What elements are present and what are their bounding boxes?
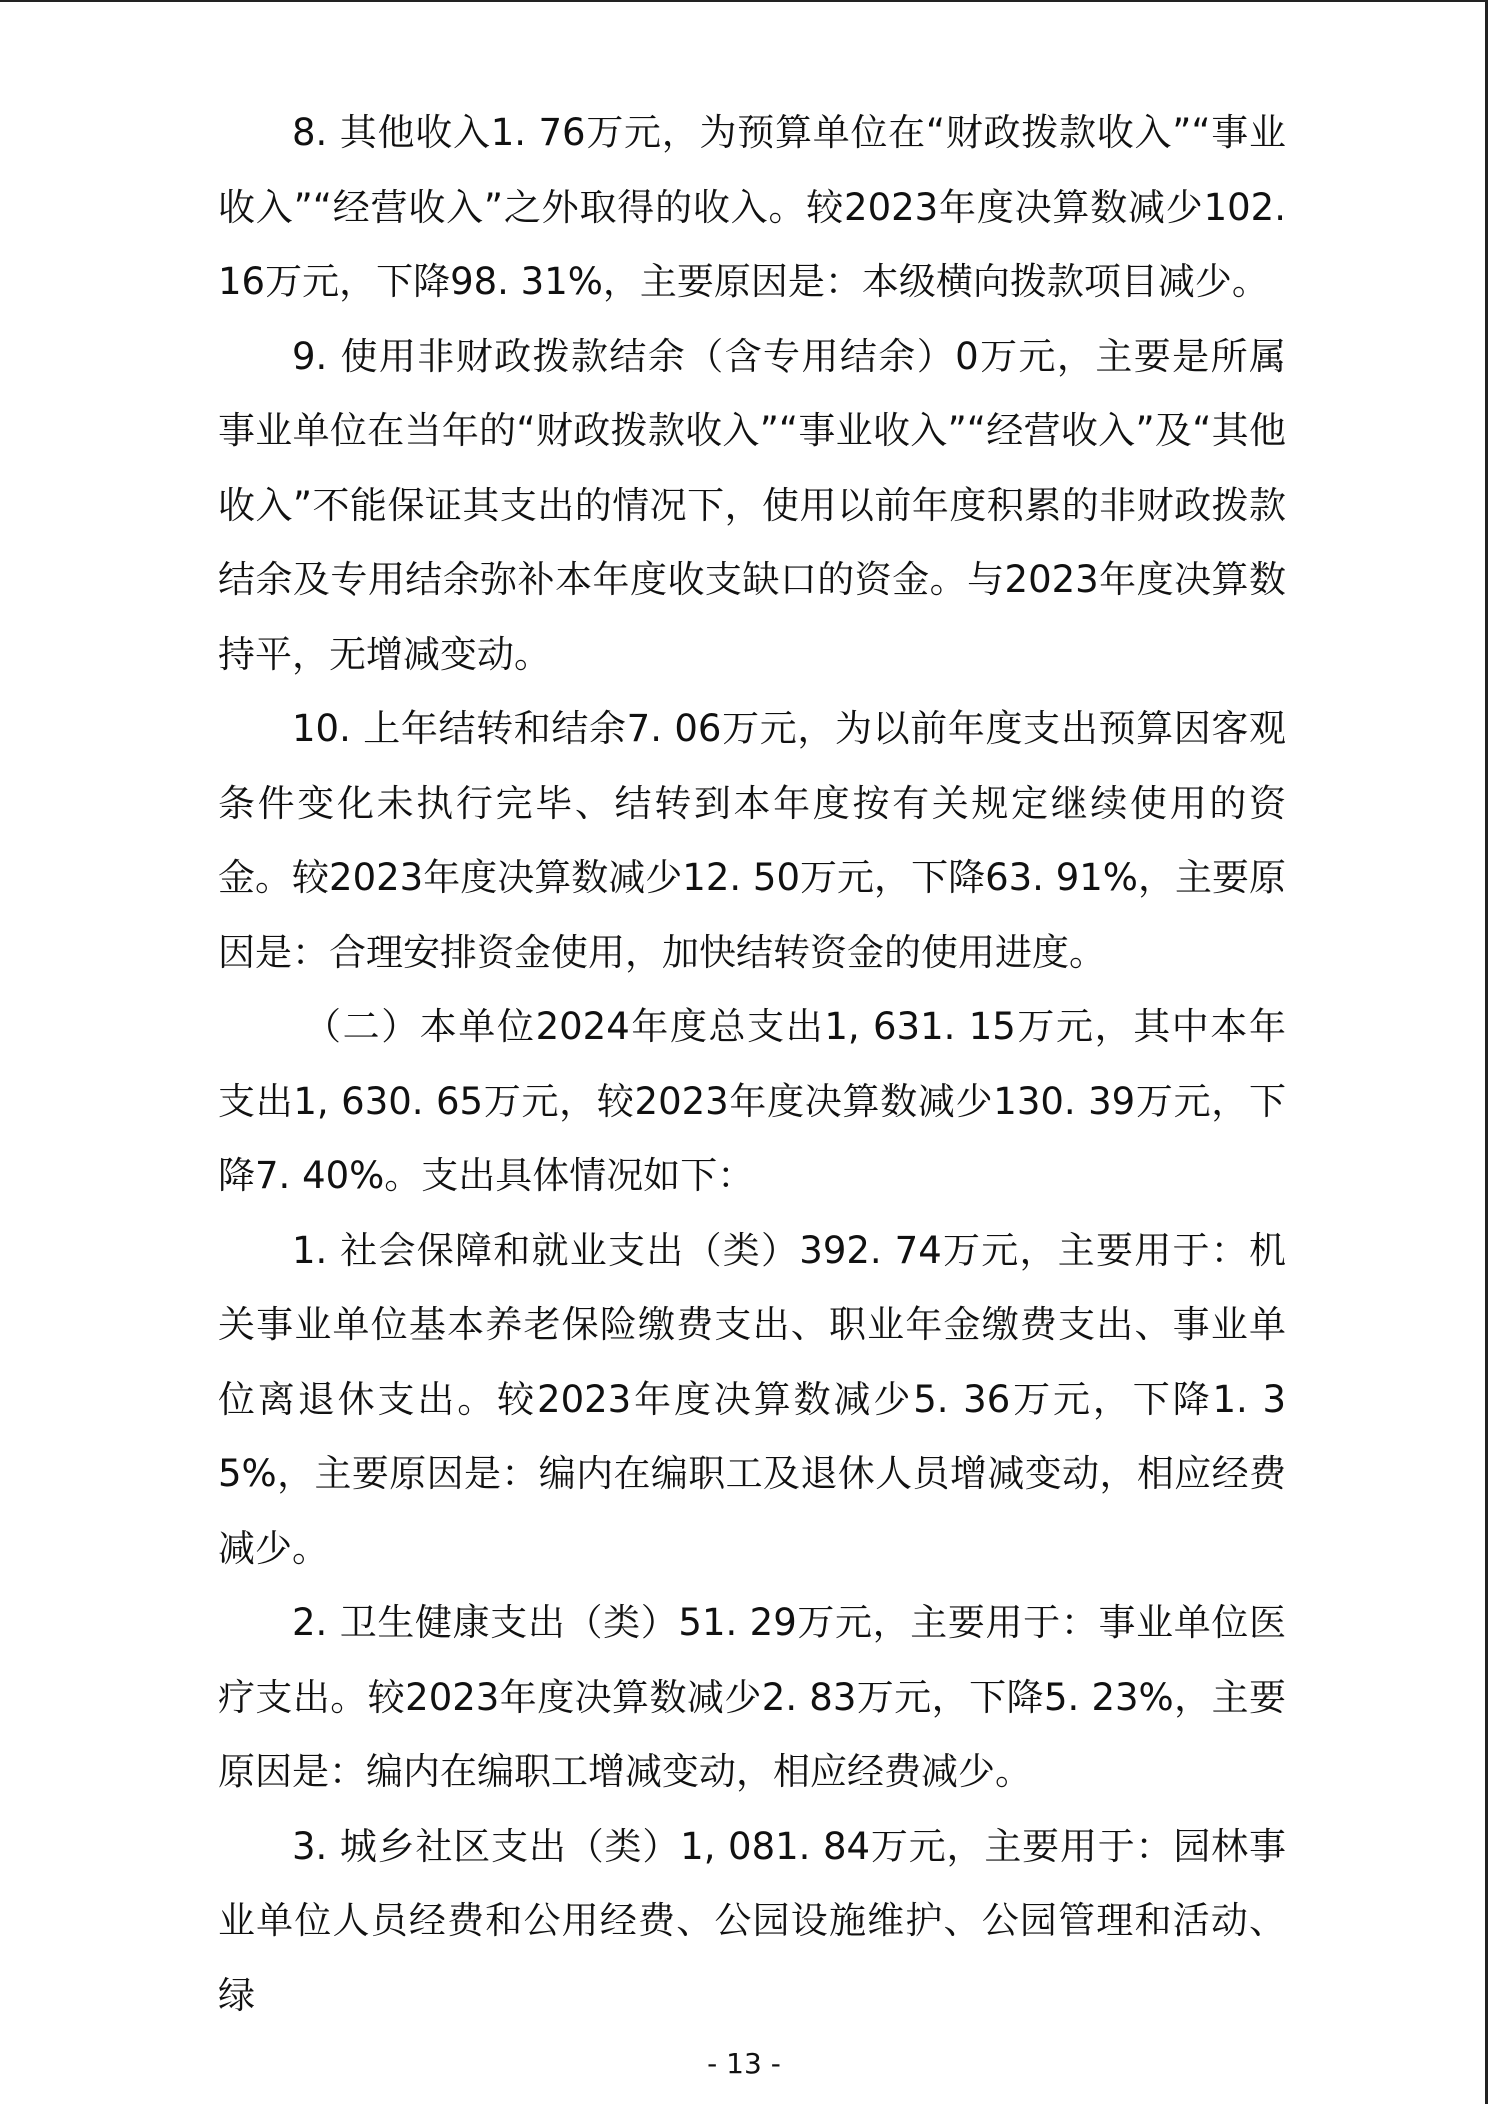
paragraph-urban-rural: 3. 城乡社区支出（类）1, 081. 84万元，主要用于：园林事业单位人员经费和公用经费、公园设施维护、公园管理和活动、绿 xyxy=(218,1824,1286,2017)
paragraph-health: 2. 卫生健康支出（类）51. 29万元，主要用于：事业单位医疗支出。较2023年度决算数减少2. 83万元，下降5. 23%，主要原因是：编内在编职工增减变动，相应经费减少。 xyxy=(218,1601,1286,1793)
paragraph-carryover-balance: 10. 上年结转和结余7. 06万元，为以前年度支出预算因客观条件变化未执行完毕、结转到本年度按有关规定继续使用的资金。较2023年度决算数减少12. 50万元，下降63. 91%，主要原因是：合理安排资金使用，加快结转资金的使用进度。 xyxy=(218,707,1286,974)
page-top-border xyxy=(0,0,1488,2)
paragraph-other-income: 8. 其他收入1. 76万元，为预算单位在“财政拨款收入”“事业收入”“经营收入”之外取得的收入。较2023年度决算数减少102. 16万元，下降98. 31%，主要原因是：本级横向拨款项目减少。 xyxy=(218,111,1286,303)
page-number: - 13 - xyxy=(707,2047,781,2080)
paragraph-total-expenditure: （二）本单位2024年度总支出1, 631. 15万元，其中本年支出1, 630. 65万元，较2023年度决算数减少130. 39万元，下降7. 40%。支出具体情况如下： xyxy=(218,1005,1286,1197)
document-body xyxy=(218,96,1286,2033)
paragraph-non-fiscal-balance: 9. 使用非财政拨款结余（含专用结余）0万元，主要是所属事业单位在当年的“财政拨款收入”“事业收入”“经营收入”及“其他收入”不能保证其支出的情况下，使用以前年度积累的非财政拨款结余及专用结余弥补本年度收支缺口的资金。与2023年度决算数持平，无增减变动。 xyxy=(218,334,1286,676)
paragraph-social-security: 1. 社会保障和就业支出（类）392. 74万元，主要用于：机关事业单位基本养老保险缴费支出、职业年金缴费支出、事业单位离退休支出。较2023年度决算数减少5. 36万元，下降1. 35%，主要原因是：编内在编职工及退休人员增减变动，相应经费减少。 xyxy=(218,1228,1286,1570)
